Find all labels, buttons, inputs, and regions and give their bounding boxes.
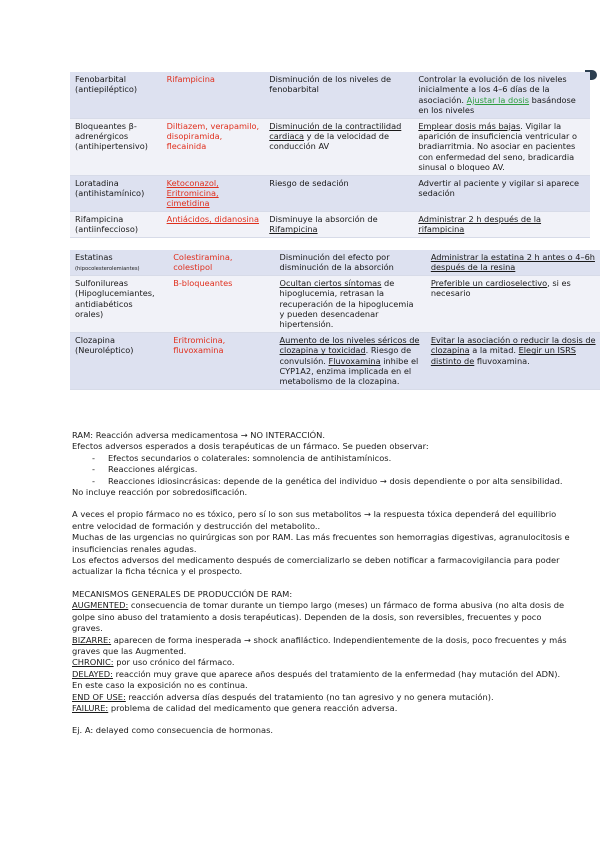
effects-intro: Efectos adversos esperados a dosis terapéuticas de un fármaco. Se pueden observar: [72,441,429,452]
drug-cell: Fenobarbital (antiepiléptico) [70,72,162,118]
interactor-cell: Colestiramina, colestipol [168,250,274,275]
mechanism-item: END OF USE: reacción adversa días después del tratamiento (no tan agresivo y no genera mutación). [72,691,494,702]
effect-cell: Disminución del efecto por disminución de la absorción [275,250,426,275]
interactor-cell: Antiácidos, didanosina [162,211,265,237]
table-row [70,211,590,237]
mechanism-item: FAILURE: problema de calidad del medicamento que genera reacción adversa. [72,702,398,713]
interactions-table-2 [70,250,600,390]
table-row [70,72,590,118]
drug-cell: Clozapina (Neuroléptico) [70,332,168,389]
interactor-cell: Diltiazem, verapamilo, disopiramida, flecainida [162,118,265,175]
table-row [70,250,600,275]
drug-cell: Loratadina (antihistamínico) [70,175,162,211]
list-item: - Reacciones idiosincrásicas: depende de la genética del individuo → dosis dependiente o por alta sensibilidad. [108,476,572,487]
management-cell: Advertir al paciente y vigilar si aparece sedación [413,175,590,211]
mechanism-item: BIZARRE: aparecen de forma inesperada → shock anafiláctico. Independientemente de la dosis, poco frecuentes y más graves que las Augmented. [72,634,567,656]
paragraph: Los efectos adversos del medicamento después de comercializarlo se deben notificar a farmacovigilancia para poder actualizar la ficha técnica y el prospecto. [72,555,560,577]
effect-cell: Disminuye la absorción de Rifampicina [264,211,413,237]
paragraph: A veces el propio fármaco no es tóxico, pero sí lo son sus metabolitos → la respuesta tóxica dependerá del equilibrio entre velocidad de formación y destrucción del metabolito.. [72,509,557,531]
no-overdose-note: No incluye reacción por sobredosificación. [72,487,248,498]
effect-cell: Riesgo de sedación [264,175,413,211]
ram-title: RAM: Reacción adversa medicamentosa → NO INTERACCIÓN. [72,430,326,440]
interactor-cell: B-bloqueantes [168,275,274,332]
example-note: Ej. A: delayed como consecuencia de hormonas. [72,725,274,736]
mechanism-item: CHRONIC: por uso crónico del fármaco. [72,657,235,668]
management-cell: Controlar la evolución de los niveles inicialmente a los 4–6 días de la asociación. Ajustar la dosis basándose en los niveles [413,72,590,118]
table-row [70,332,600,389]
management-cell: Emplear dosis más bajas. Vigilar la aparición de insuficiencia ventricular o bradiarritmia. No asociar en pacientes con enfermedad del seno, bradicardia sinusal o bloqueo AV. [413,118,590,175]
list-item: - Efectos secundarios o colaterales: somnolencia de antihistamínicos. [108,453,572,464]
table-row [70,275,600,332]
drug-cell: Bloqueantes β-adrenérgicos (antihipertensivo) [70,118,162,175]
drug-cell: Rifampicina (antiinfeccioso) [70,211,162,237]
interactions-table-1 [70,72,590,238]
table-row [70,118,590,175]
interactor-cell: Eritromicina, fluvoxamina [168,332,274,389]
management-cell: Administrar 2 h después de la rifampicina [413,211,590,237]
interactor-cell: Rifampicina [162,72,265,118]
interactor-cell: Ketoconazol, Eritromicina, cimetidina [162,175,265,211]
effects-list [72,453,572,487]
effect-cell: Aumento de los niveles séricos de clozapina y toxicidad. Riesgo de convulsión. Fluvoxamina inhibe el CYP1A2, enzima implicada en el metabolismo de la clozapina. [275,332,426,389]
effect-cell: Ocultan ciertos síntomas de hipoglucemia, retrasan la recuperación de la hipoglucemia y pueden desencadenar hipertensión. [275,275,426,332]
mechanism-item: AUGMENTED: consecuencia de tomar durante un tiempo largo (meses) un fármaco de forma abusiva (no alta dosis de golpe sino abuso del tratamiento a dosis terapéuticas). Dependen de la dosis, son reversibles, frecuentes y poco graves. [72,600,565,634]
management-cell: Preferible un cardioselectivo, si es necesario [426,275,600,332]
list-item: - Reacciones alérgicas. [108,464,572,475]
effect-cell: Disminución de los niveles de fenobarbital [264,72,413,118]
table-row [70,175,590,211]
effect-cell: Disminución de la contractilidad cardiaca y de la velocidad de conducción AV [264,118,413,175]
drug-cell: Estatinas (hipocolesterolemiantes) [70,250,168,275]
drug-cell: Sulfonilureas (Hipoglucemiantes, antidiabéticos orales) [70,275,168,332]
mechanisms-title: MECANISMOS GENERALES DE PRODUCCIÓN DE RAM: [72,588,293,599]
mechanism-item: DELAYED: reacción muy grave que aparece años después del tratamiento de la enfermedad (hay mutación del ADN). En este caso la exposición no es continua. [72,668,561,691]
management-cell: Evitar la asociación o reducir la dosis de clozapina a la mitad. Elegir un ISRS distinto de fluvoxamina. [426,332,600,389]
management-cell: Administrar la estatina 2 h antes o 4–6h después de la resina [426,250,600,275]
ram-notes [72,430,572,737]
paragraph: Muchas de las urgencias no quirúrgicas son por RAM. Las más frecuentes son hemorragias digestivas, agranulocitosis e insuficiencias renales agudas. [72,532,570,554]
